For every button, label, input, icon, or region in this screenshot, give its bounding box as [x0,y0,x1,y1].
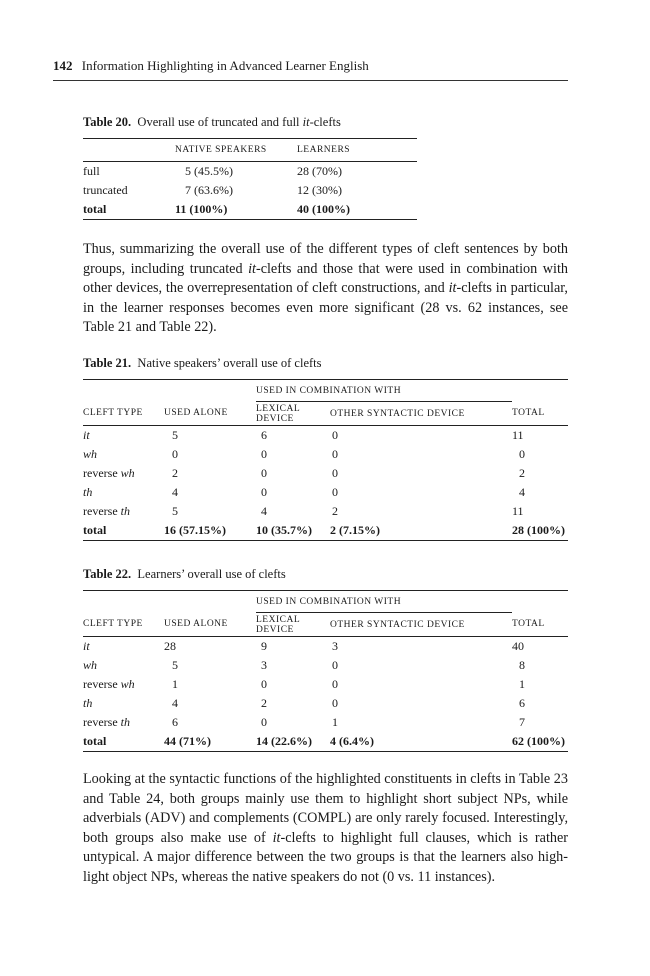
group-header: USED IN COMBINATION WITH [256,380,512,402]
table-cell: 28 (70%) [297,164,342,178]
paragraph-text: -clefts in particular, in the learner responses becomes even more significant (28 vs. 62 instances, see Table 21 and Table 22). [83,280,568,336]
table-20-title-pre: Overall use of truncated and full [137,115,303,129]
table-cell: it [83,428,90,442]
table-cell: truncated [83,183,128,197]
column-header [83,139,175,162]
table-row [83,483,568,502]
table-cell: wh [83,447,98,461]
paragraph-text: -clefts and those that were used in combination with other devices, the overrepresentation of cleft constructions, and [83,260,568,297]
table-total-row [83,200,417,220]
group-header-row [83,591,568,613]
paragraph-1 [83,240,568,338]
table-header-row [83,402,568,426]
running-header [53,58,568,81]
table-cell: reverse wh [83,466,135,480]
running-title: Information Highlighting in Advanced Learner English [81,58,369,73]
table-row [83,713,568,732]
table-cell: reverse wh [83,677,135,691]
table-row [83,464,568,483]
table-20 [83,138,417,220]
page-number: 142 [53,58,73,73]
table-cell: 0 [332,696,338,710]
table-cell: total [83,523,107,537]
table-21-title: Native speakers’ overall use of clefts [137,356,322,370]
table-row [83,656,568,675]
column-header: TOTAL [512,613,568,637]
table-cell: 4 (6.4%) [330,734,374,748]
column-header: LEXICAL DEVICE [256,613,330,637]
table-cell: 4 [519,485,525,499]
table-cell: 0 [261,485,267,499]
group-header-row [83,380,568,402]
table-row [83,426,568,446]
table-cell: 28 [164,639,176,653]
table-cell: 14 (22.6%) [256,734,312,748]
table-total-row [83,521,568,541]
table-row [83,162,417,182]
table-cell: 11 (100%) [175,202,228,216]
paragraph-text: Thus, summarizing the overall use of the different types of cleft sentences by both groups, including truncated [83,241,568,277]
table-cell: 0 [261,677,267,691]
table-cell: 1 [332,715,338,729]
table-row [83,694,568,713]
table-22-caption [83,567,286,582]
column-header: USED ALONE [164,613,256,637]
table-cell: 5 (45.5%) [185,164,233,178]
paragraph-2 [83,770,568,888]
table-cell: 6 [261,428,267,442]
table-row [83,181,417,200]
table-cell: total [83,734,107,748]
table-cell: 4 [172,696,178,710]
column-header: NATIVE SPEAKERS [175,139,297,162]
table-cell: th [83,696,93,710]
table-cell: 0 [519,447,525,461]
table-cell: total [83,202,107,216]
table-cell: 28 (100%) [512,523,565,537]
paragraph-italic: it [272,829,281,846]
table-cell: 4 [172,485,178,499]
table-cell: 7 [519,715,525,729]
table-cell: 2 [261,696,267,710]
table-cell: 0 [261,466,267,480]
table-cell: 1 [172,677,178,691]
column-header: TOTAL [512,402,568,426]
table-cell: 3 [332,639,338,653]
table-cell: 5 [172,504,178,518]
table-cell: 0 [332,658,338,672]
group-header: USED IN COMBINATION WITH [256,591,512,613]
table-cell: 0 [332,466,338,480]
table-22-title: Learners’ overall use of clefts [137,567,286,581]
table-cell: 0 [261,447,267,461]
column-header: CLEFT TYPE [83,402,164,426]
table-cell: 1 [519,677,525,691]
table-20-label: Table 20. [83,115,132,129]
column-header: OTHER SYNTACTIC DEVICE [330,613,512,637]
table-cell: it [83,639,90,653]
table-21-caption [83,356,322,371]
table-21 [83,379,568,541]
table-cell: reverse th [83,715,130,729]
table-row [83,502,568,521]
table-row [83,675,568,694]
table-cell: 0 [332,447,338,461]
column-header: OTHER SYNTACTIC DEVICE [330,402,512,426]
table-cell: 12 (30%) [297,183,342,197]
table-cell: 5 [172,658,178,672]
table-cell: 0 [332,485,338,499]
table-cell: 40 [512,639,524,653]
table-row [83,637,568,657]
table-cell: 2 [519,466,525,480]
table-20-title-post: -clefts [309,115,341,129]
paragraph-text: Looking at the syntactic functions of the highlighted constituents in clefts in Table 23 and Table 24, both groups mainly use them to highlight short subject NPs, while adverbials (ADV) and complements (COMPL) are only rarely focused. Interestingly, both groups also make use of [83,771,568,846]
column-header: CLEFT TYPE [83,613,164,637]
table-cell: th [83,485,93,499]
table-cell: 6 [172,715,178,729]
table-header-row [83,139,417,162]
table-header-row [83,613,568,637]
table-cell: 0 [261,715,267,729]
table-21-label: Table 21. [83,356,132,370]
column-header: USED ALONE [164,402,256,426]
paragraph-italic: it [448,280,457,297]
paragraph-italic: it [248,260,256,277]
column-header: LEXICAL DEVICE [256,402,330,426]
table-cell: 7 (63.6%) [185,183,233,197]
table-cell: 2 [332,504,338,518]
table-cell: 0 [332,428,338,442]
table-cell: 5 [172,428,178,442]
table-cell: 9 [261,639,267,653]
table-22-label: Table 22. [83,567,132,581]
column-header: LEARNERS [297,139,417,162]
table-cell: 11 [512,428,524,442]
table-cell: 40 (100%) [297,202,350,216]
table-cell: wh [83,658,98,672]
table-cell: 2 [172,466,178,480]
table-row [83,445,568,464]
table-20-caption [83,115,341,130]
table-20-title-it: it [302,115,310,129]
table-cell: 16 (57.15%) [164,523,226,537]
table-22 [83,590,568,752]
table-cell: 62 (100%) [512,734,565,748]
table-cell: 6 [519,696,525,710]
paragraph-text: -clefts to highlight full clauses, which is rather untypical. A major difference between the two groups is that the learners also highlight object NPs, whereas the native speakers do not (0 vs. 11 instances). [83,829,569,885]
table-cell: 3 [261,658,267,672]
table-cell: reverse th [83,504,130,518]
table-cell: 44 (71%) [164,734,211,748]
table-cell: 10 (35.7%) [256,523,312,537]
table-cell: 11 [512,504,524,518]
table-cell: 0 [172,447,178,461]
table-cell: 4 [261,504,267,518]
table-total-row [83,732,568,752]
table-cell: 2 (7.15%) [330,523,380,537]
table-cell: 0 [332,677,338,691]
table-cell: full [83,164,100,178]
table-cell: 8 [519,658,525,672]
